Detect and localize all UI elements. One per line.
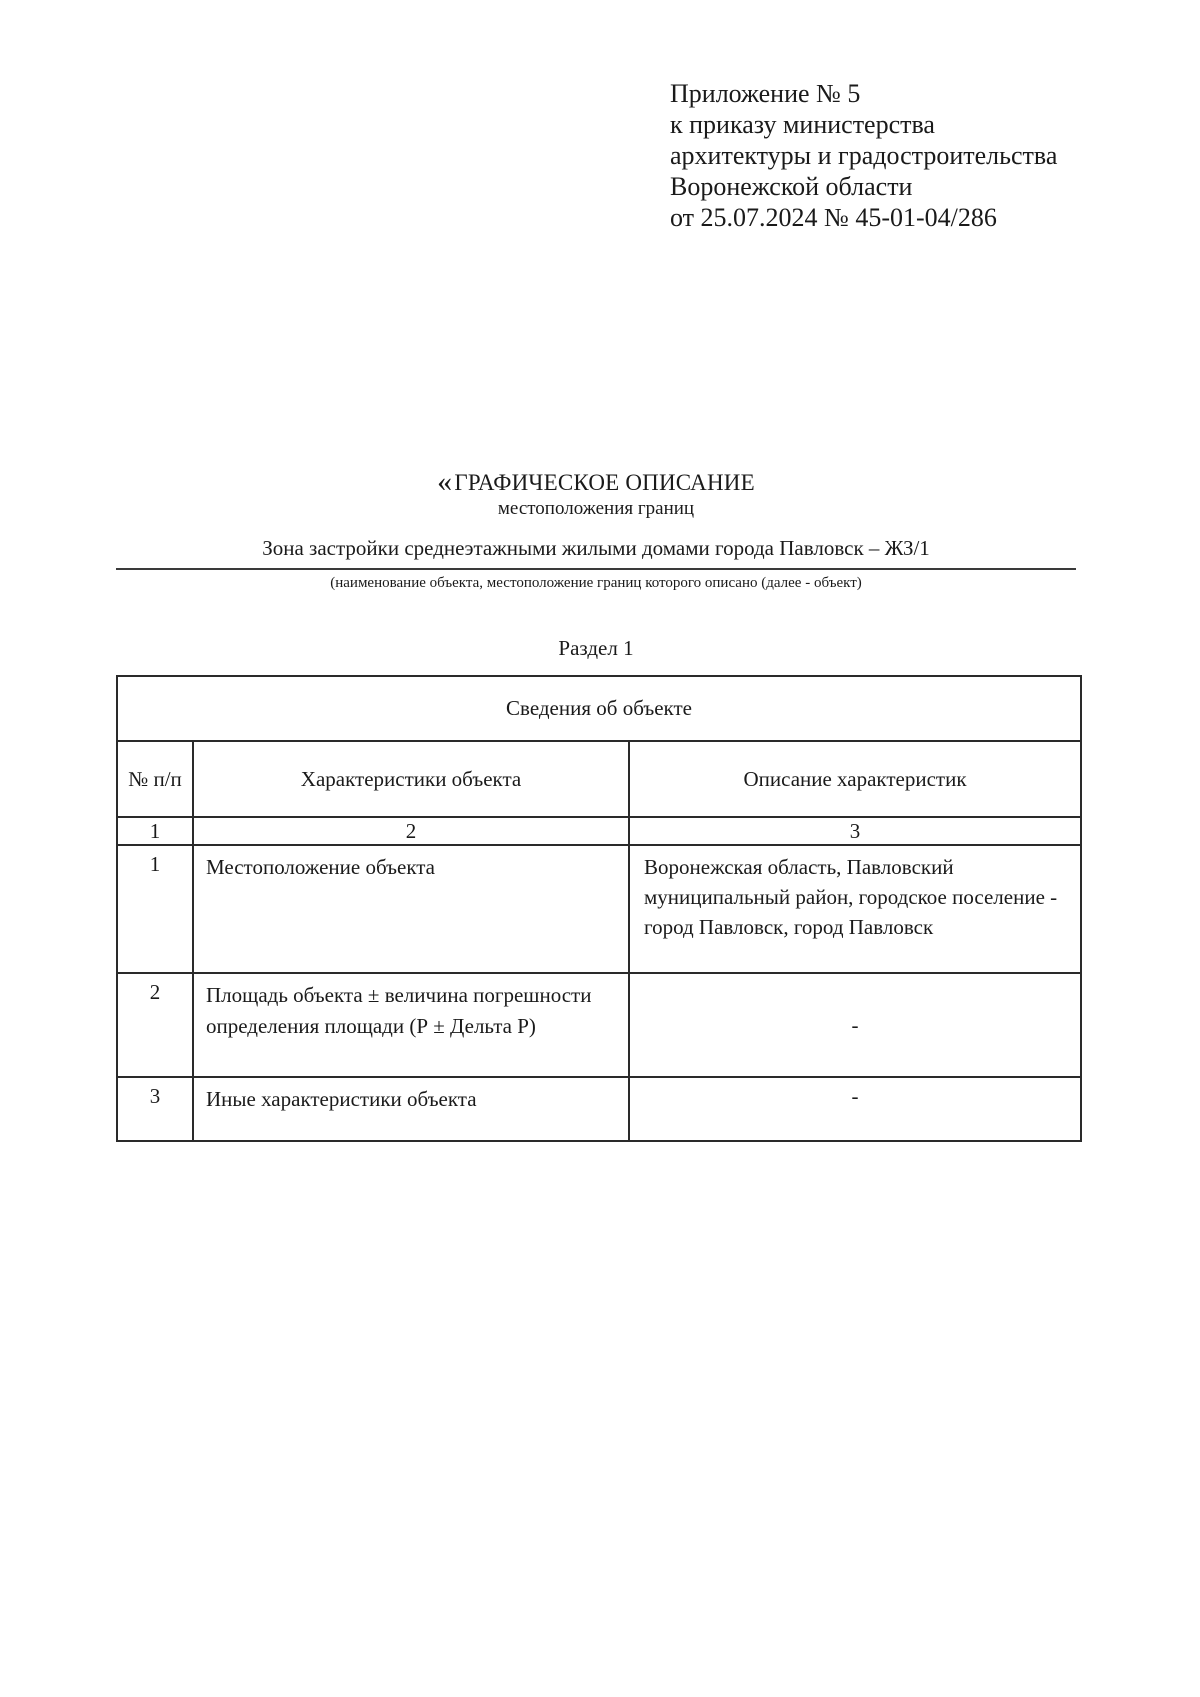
appendix-line: Воронежской области	[670, 172, 913, 201]
object-name-underline	[116, 568, 1076, 570]
header-num: № п/п	[117, 741, 193, 817]
document-title	[116, 465, 1076, 499]
header-characteristic: Характеристики объекта	[193, 741, 629, 817]
column-number: 3	[629, 817, 1081, 845]
object-name-caption: (наименование объекта, местоположение границ которого описано (далее - объект)	[330, 575, 862, 591]
section-label: Раздел 1	[558, 636, 634, 660]
table-row	[117, 973, 1081, 1077]
title-main-text: ГРАФИЧЕСКОЕ ОПИСАНИЕ	[454, 470, 755, 495]
row-characteristic: Местоположение объекта	[193, 845, 629, 973]
table-row	[117, 1077, 1081, 1141]
appendix-line: к приказу министерства	[670, 110, 935, 139]
header-description: Описание характеристик	[629, 741, 1081, 817]
appendix-header	[670, 78, 1057, 233]
table-header-row	[117, 741, 1081, 817]
row-description: -	[629, 1077, 1081, 1141]
row-num: 3	[117, 1077, 193, 1141]
row-num: 2	[117, 973, 193, 1077]
column-number: 2	[193, 817, 629, 845]
column-number: 1	[117, 817, 193, 845]
object-info-table	[116, 675, 1082, 1142]
row-characteristic: Площадь объекта ± величина погрешности определения площади (Р ± Дельта Р)	[193, 973, 629, 1077]
table-row	[117, 845, 1081, 973]
document-subtitle: местоположения границ	[497, 498, 695, 519]
appendix-line: Приложение № 5	[670, 79, 861, 108]
appendix-line: от 25.07.2024 № 45-01-04/286	[670, 203, 997, 232]
row-description: Воронежская область, Павловский муниципальный район, городское поселение - город Павловск, город Павловск	[629, 845, 1081, 973]
title-quote-mark: «	[437, 465, 453, 498]
row-description: -	[629, 973, 1081, 1077]
column-number-row	[117, 817, 1081, 845]
row-characteristic: Иные характеристики объекта	[193, 1077, 629, 1141]
row-num: 1	[117, 845, 193, 973]
appendix-line: архитектуры и градостроительства	[670, 141, 1058, 170]
object-name: Зона застройки среднеэтажными жилыми домами города Павловск – ЖЗ/1	[262, 536, 930, 560]
table-caption: Сведения об объекте	[117, 676, 1081, 741]
